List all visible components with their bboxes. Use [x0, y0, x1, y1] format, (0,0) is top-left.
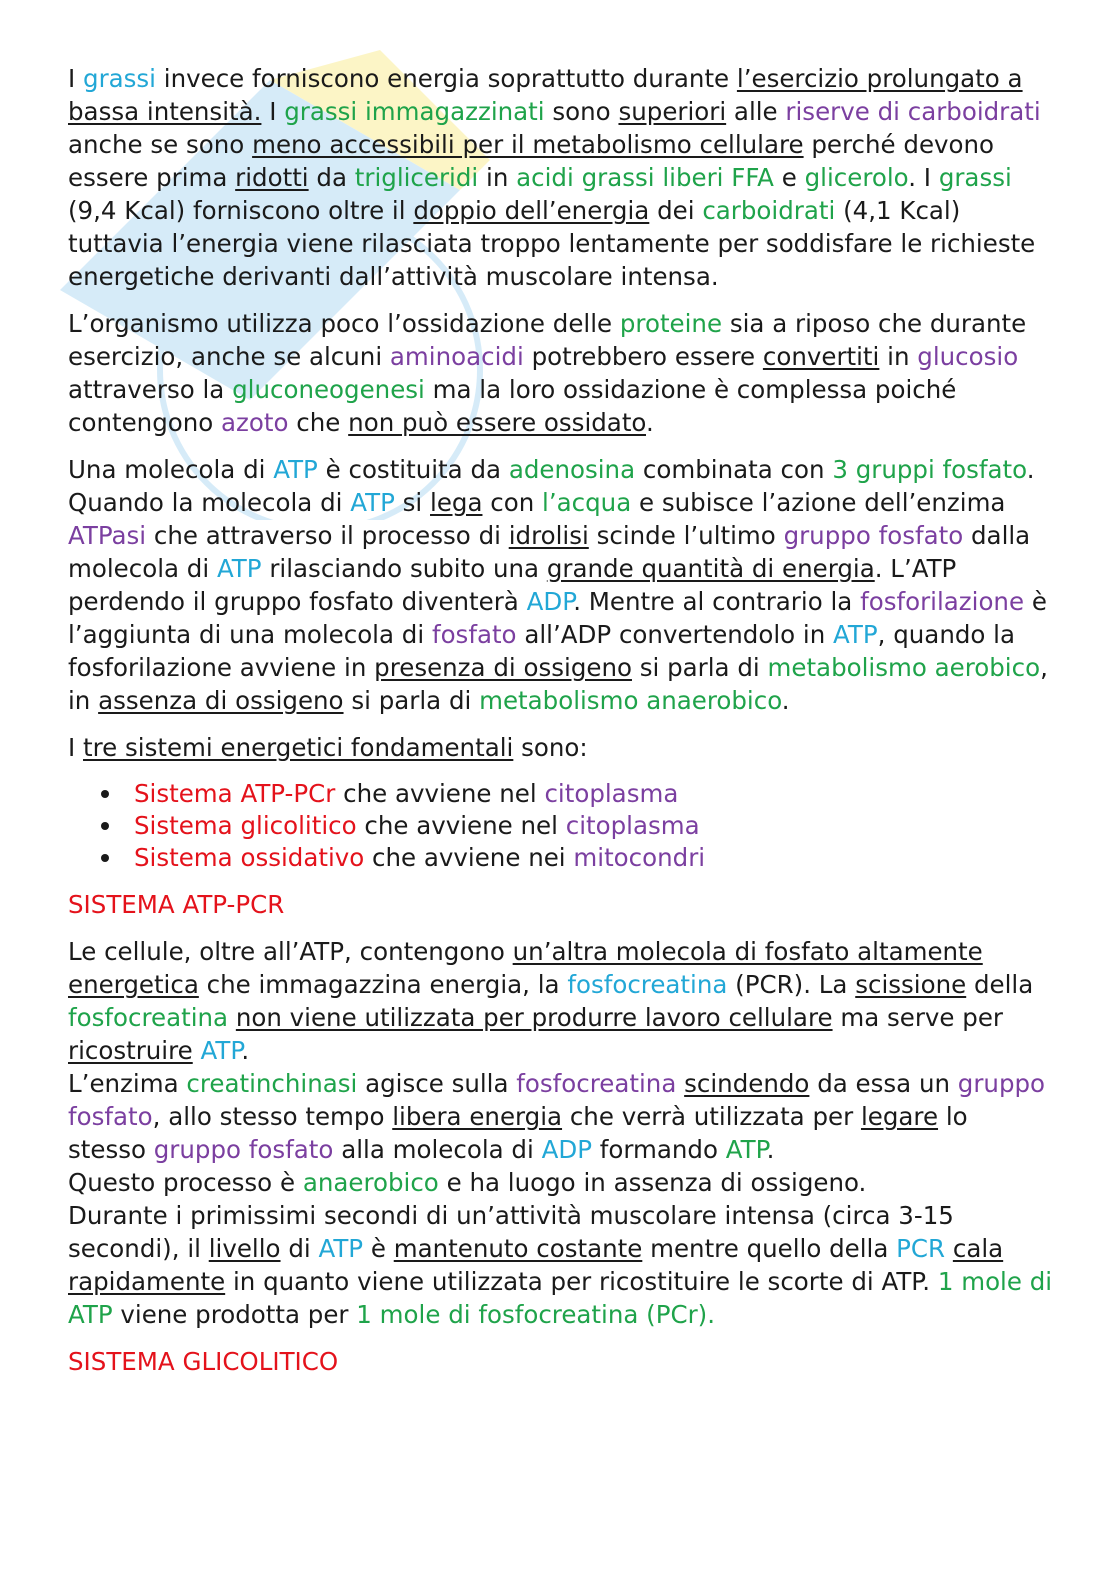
text-segment: che avviene nel	[335, 779, 545, 808]
underlined-text: idrolisi	[508, 521, 589, 550]
text-segment: . Mentre al contrario la	[573, 587, 861, 616]
underlined-text: mantenuto costante	[393, 1234, 643, 1263]
underlined-text: lega	[430, 488, 483, 517]
text-segment: che immagazzina energia, la	[198, 970, 568, 999]
underlined-text: meno accessibili per il metabolismo cellulare	[252, 130, 804, 159]
text-segment: che avviene nei	[364, 843, 574, 872]
heading-atp-pcr: SISTEMA ATP-PCR	[68, 890, 285, 919]
highlighted-term: aminoacidi	[389, 342, 524, 371]
highlighted-term: grassi	[938, 163, 1012, 192]
text-segment: , in	[68, 653, 1048, 715]
highlighted-term: ATP	[273, 455, 318, 484]
text-segment: perché devono essere prima	[68, 130, 995, 192]
underlined-text: libera energia	[392, 1102, 563, 1131]
highlighted-term: citoplasma	[565, 811, 700, 840]
underlined-text: ricostruire	[68, 1036, 193, 1065]
highlighted-term: proteine	[619, 309, 723, 338]
underlined-text: cala rapidamente	[68, 1234, 1004, 1296]
text-segment: formando	[591, 1135, 726, 1164]
text-segment: rilasciando subito una	[261, 554, 547, 583]
text-segment: , allo stesso tempo	[152, 1102, 393, 1131]
text-segment: .	[781, 686, 790, 715]
text-segment: è costituita da	[317, 455, 509, 484]
underlined-text: convertiti	[762, 342, 880, 371]
text-segment: (9,4 Kcal) forniscono oltre il	[68, 196, 414, 225]
highlighted-term: 3 gruppi fosfato	[832, 455, 1027, 484]
highlighted-term: fosfocreatina	[567, 970, 728, 999]
text-segment: alle	[726, 97, 786, 126]
highlighted-term: glicerolo	[804, 163, 909, 192]
underlined-text: ridotti	[235, 163, 309, 192]
highlighted-term: fosfato	[431, 620, 517, 649]
underlined-text: superiori	[618, 97, 727, 126]
text-segment: in	[478, 163, 517, 192]
text-segment: di	[280, 1234, 319, 1263]
text-segment: invece forniscono energia soprattutto durante	[156, 64, 737, 93]
text-segment: si parla di	[631, 653, 768, 682]
highlighted-term: grassi	[83, 64, 156, 93]
text-segment: potrebbero essere	[523, 342, 763, 371]
highlighted-term: gruppo fosfato	[68, 1069, 1046, 1131]
highlighted-term: anaerobico	[302, 1168, 439, 1197]
highlighted-term: Sistema glicolitico	[134, 811, 357, 840]
text-segment: .	[241, 1036, 250, 1065]
highlighted-term: 1 mole di fosfocreatina (PCr).	[356, 1300, 716, 1329]
text-segment: ma serve per	[832, 1003, 1003, 1032]
text-segment: è l’aggiunta di una molecola di	[68, 587, 1047, 649]
text-segment: all’ADP convertendolo in	[516, 620, 834, 649]
underlined-text: scissione	[855, 970, 967, 999]
text-segment: mentre quello della	[642, 1234, 897, 1263]
text-segment: Le cellule, oltre all’ATP, contengono	[68, 937, 513, 966]
text-segment: combinata con	[635, 455, 833, 484]
text-segment: dalla molecola di	[68, 521, 1031, 583]
highlighted-term: Sistema ATP-PCr	[134, 779, 336, 808]
text-segment: sia a riposo che durante esercizio, anche se alcuni	[68, 309, 1027, 371]
text-segment: attraverso la	[68, 375, 233, 404]
list-item-atp-pcr	[134, 778, 1053, 810]
highlighted-term: mitocondri	[573, 843, 706, 872]
paragraph-grassi	[68, 62, 1053, 293]
text-segment: in quanto viene utilizzata per ricostituire le scorte di ATP.	[225, 1267, 938, 1296]
systems-list	[68, 778, 1053, 874]
text-segment: si parla di	[343, 686, 480, 715]
highlighted-term: ADP	[526, 587, 574, 616]
underlined-text: grande quantità di energia	[546, 554, 875, 583]
text-segment: .	[646, 408, 654, 437]
text-segment: I	[261, 97, 285, 126]
highlighted-term: fosfocreatina	[516, 1069, 677, 1098]
text-segment: e ha luogo in assenza di ossigeno.	[438, 1168, 867, 1197]
text-segment: e	[773, 163, 805, 192]
highlighted-term: PCR	[896, 1234, 946, 1263]
text-segment	[228, 1003, 236, 1032]
underlined-text: doppio dell’energia	[413, 196, 650, 225]
highlighted-term: ATP	[200, 1036, 242, 1065]
text-segment: in	[879, 342, 918, 371]
list-item-ossidativo	[134, 842, 1053, 874]
highlighted-term: ADP	[541, 1135, 592, 1164]
document-page	[68, 62, 1053, 1392]
highlighted-term: ATP	[350, 488, 395, 517]
text-segment: che avviene nel	[356, 811, 566, 840]
heading-glicolitico: SISTEMA GLICOLITICO	[68, 1347, 339, 1376]
underlined-text: livello	[208, 1234, 281, 1263]
text-segment: anche se sono	[68, 130, 253, 159]
paragraph-proteine	[68, 307, 1053, 439]
text-segment: che attraverso il processo di	[146, 521, 509, 550]
highlighted-term: l’acqua	[542, 488, 632, 517]
underlined-text: l’esercizio prolungato a bassa intensità.	[68, 64, 1023, 126]
text-segment: agisce sulla	[357, 1069, 517, 1098]
highlighted-term: adenosina	[508, 455, 636, 484]
text-segment: è	[363, 1234, 394, 1263]
highlighted-term: Sistema ossidativo	[134, 843, 365, 872]
highlighted-term: citoplasma	[544, 779, 679, 808]
underlined-text: presenza di ossigeno	[374, 653, 632, 682]
highlighted-term: metabolismo anaerobico	[479, 686, 782, 715]
highlighted-term: ATP	[725, 1135, 767, 1164]
text-segment: lo stesso	[68, 1102, 968, 1164]
text-segment: viene prodotta per	[112, 1300, 357, 1329]
highlighted-term: creatinchinasi	[186, 1069, 358, 1098]
highlighted-term: metabolismo aerobico	[767, 653, 1041, 682]
text-segment	[945, 1234, 953, 1263]
text-segment: che verrà utilizzata per	[562, 1102, 861, 1131]
underlined-text: assenza di ossigeno	[98, 686, 344, 715]
text-segment	[193, 1036, 201, 1065]
paragraph-atp-pcr	[68, 935, 1053, 1331]
text-segment: Una molecola di	[68, 455, 274, 484]
text-segment: ma la loro ossidazione è complessa poiché contengono	[68, 375, 957, 437]
text-segment: . L’ATP perdendo il gruppo fosfato diventerà	[68, 554, 957, 616]
underlined-text: non viene utilizzata per produrre lavoro cellulare	[235, 1003, 833, 1032]
highlighted-term: azoto	[221, 408, 289, 437]
highlighted-term: glucosio	[917, 342, 1019, 371]
underlined-text: scindendo	[684, 1069, 810, 1098]
highlighted-term: carboidrati	[702, 196, 836, 225]
text-segment: e subisce l’azione dell’enzima	[631, 488, 1006, 517]
text-segment: sono:	[513, 733, 588, 762]
underlined-text: non può essere ossidato	[348, 408, 646, 437]
text-segment: alla molecola di	[333, 1135, 542, 1164]
text-segment: da essa un	[809, 1069, 958, 1098]
highlighted-term: 1 mole di ATP	[68, 1267, 1053, 1329]
highlighted-term: trigliceridi	[354, 163, 479, 192]
paragraph-tre-sistemi	[68, 731, 1053, 764]
highlighted-term: ATPasi	[68, 521, 147, 550]
text-segment: con	[482, 488, 543, 517]
text-segment	[676, 1069, 684, 1098]
highlighted-term: acidi grassi liberi FFA	[516, 163, 774, 192]
text-segment: . I	[908, 163, 939, 192]
text-segment: I	[68, 64, 84, 93]
text-segment: che	[288, 408, 349, 437]
text-segment: L’organismo utilizza poco l’ossidazione delle	[68, 309, 620, 338]
highlighted-term: gruppo fosfato	[783, 521, 964, 550]
text-segment: scinde l’ultimo	[588, 521, 784, 550]
text-segment: Questo processo è	[68, 1168, 303, 1197]
highlighted-term: gruppo fosfato	[153, 1135, 334, 1164]
highlighted-term: fosfocreatina	[68, 1003, 229, 1032]
highlighted-term: ATP	[318, 1234, 364, 1263]
highlighted-term: ATP	[216, 554, 262, 583]
highlighted-term: riserve di carboidrati	[785, 97, 1041, 126]
text-segment: dei	[649, 196, 703, 225]
highlighted-term: ATP	[833, 620, 878, 649]
text-segment: (4,1 Kcal) tuttavia l’energia viene rilasciata troppo lentamente per soddisfare le richieste energetiche derivanti dall’attività muscolare intensa.	[68, 196, 1036, 291]
text-segment: della	[966, 970, 1034, 999]
highlighted-term: grassi immagazzinati	[284, 97, 545, 126]
text-segment: L’enzima	[68, 1069, 187, 1098]
underlined-text: legare	[860, 1102, 939, 1131]
text-segment: . Quando la molecola di	[68, 455, 1035, 517]
text-segment: Durante i primissimi secondi di un’attività muscolare intensa (circa 3-15 secondi), il	[68, 1201, 954, 1263]
highlighted-term: fosforilazione	[860, 587, 1025, 616]
text-segment: , quando la fosforilazione avviene in	[68, 620, 1016, 682]
text-segment: si	[394, 488, 431, 517]
underlined-text: un’altra molecola di fosfato altamente energetica	[68, 937, 983, 999]
underlined-text: tre sistemi energetici fondamentali	[83, 733, 514, 762]
text-segment: I	[68, 733, 84, 762]
highlighted-term: gluconeogenesi	[232, 375, 425, 404]
text-segment: .	[766, 1135, 775, 1164]
list-item-glicolitico	[134, 810, 1053, 842]
text-segment: sono	[544, 97, 619, 126]
paragraph-atp	[68, 453, 1053, 717]
text-segment: (PCR). La	[727, 970, 856, 999]
text-segment: da	[308, 163, 355, 192]
